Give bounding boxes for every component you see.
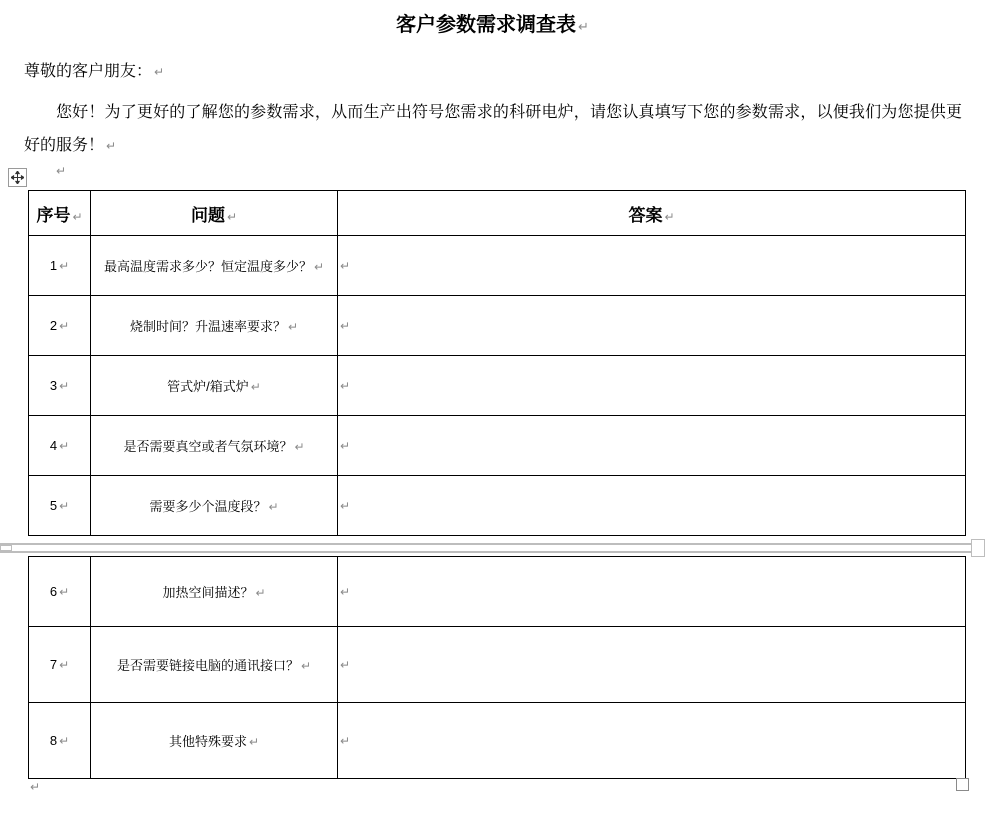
after-table-paragraph-mark: ↵ [30,780,41,794]
paragraph-mark: ↵ [340,379,351,393]
paragraph-mark: ↵ [255,586,266,600]
survey-table-page1 [28,190,966,536]
answer-cell[interactable] [338,627,966,703]
header-cell-question: 问题 ↵ [91,191,338,236]
table-row [29,627,966,703]
paragraph-mark: ↵ [340,439,351,453]
table-row [29,356,966,416]
question-cell[interactable]: 烧制时间？升温速率要求？ ↵ [91,296,338,356]
paragraph-mark: ↵ [340,585,351,599]
paragraph-mark: ↵ [578,19,589,34]
question-cell[interactable]: 是否需要真空或者气氛环境？ ↵ [91,416,338,476]
question-cell[interactable]: 管式炉/箱式炉 ↵ [91,356,338,416]
paragraph-mark: ↵ [300,659,312,673]
question-cell[interactable]: 需要多少个温度段？ ↵ [91,476,338,536]
row-number-cell[interactable]: 6 ↵ [29,557,91,627]
answer-cell[interactable] [338,236,966,296]
paragraph-mark: ↵ [59,379,70,393]
row-number-cell[interactable]: 8 ↵ [29,703,91,779]
row-number-cell[interactable]: 3 ↵ [29,356,91,416]
answer-cell[interactable] [338,416,966,476]
paragraph-mark: ↵ [154,65,165,79]
move-icon [11,171,24,184]
empty-paragraph-mark: ↵ [56,164,67,178]
paragraph-mark: ↵ [59,585,70,599]
row-number-cell[interactable]: 5 ↵ [29,476,91,536]
salutation-text: 尊敬的客户朋友： [24,63,153,80]
page-title-text: 客户参数需求调查表 [396,14,577,36]
paragraph-mark: ↵ [248,735,260,749]
table-row [29,557,966,627]
page-break-left-notch [0,545,12,551]
paragraph-mark: ↵ [250,380,261,394]
paragraph-mark: ↵ [226,209,238,224]
answer-cell[interactable] [338,557,966,627]
page-break-line-bottom [0,551,985,553]
paragraph-mark: ↵ [340,499,351,513]
answer-cell[interactable] [338,703,966,779]
row-number-cell[interactable]: 1 ↵ [29,236,91,296]
paragraph-mark: ↵ [287,320,299,334]
table-move-handle[interactable] [8,168,27,187]
table-row [29,296,966,356]
intro-text: 您好！为了更好的了解您的参数需求，从而生产出符号您需求的科研电炉，请您认真填写下您的参数需求，以便我们为您提供更好的服务！ [24,104,962,154]
page-break-line-top [0,543,985,545]
header-cell-no: 序号 ↵ [29,191,91,236]
table-row [29,476,966,536]
paragraph-mark: ↵ [268,500,279,514]
header-cell-answer: 答案 ↵ [338,191,966,236]
salutation-line [24,58,164,81]
intro-paragraph [24,96,962,163]
paragraph-mark: ↵ [59,658,70,672]
table-header-row [29,191,966,236]
paragraph-mark: ↵ [294,440,305,454]
page-title [0,8,985,37]
paragraph-mark: ↵ [59,734,70,748]
paragraph-mark: ↵ [664,209,675,224]
survey-table-page2 [28,556,966,779]
row-number-cell[interactable]: 7 ↵ [29,627,91,703]
paragraph-mark: ↵ [340,259,351,273]
question-cell[interactable]: 是否需要链接电脑的通讯接口？ ↵ [91,627,338,703]
table-resize-handle[interactable] [956,778,969,791]
paragraph-mark: ↵ [106,139,117,153]
question-cell[interactable]: 加热空间描述？ ↵ [91,557,338,627]
question-cell[interactable]: 最高温度需求多少？恒定温度多少？ ↵ [91,236,338,296]
paragraph-mark: ↵ [59,499,70,513]
answer-cell[interactable] [338,476,966,536]
row-number-cell[interactable]: 4 ↵ [29,416,91,476]
paragraph-mark: ↵ [313,260,325,274]
answer-cell[interactable] [338,356,966,416]
answer-cell[interactable] [338,296,966,356]
paragraph-mark: ↵ [72,209,83,224]
table-row [29,236,966,296]
paragraph-mark: ↵ [340,658,351,672]
paragraph-mark: ↵ [340,319,351,333]
page-break-right-notch [971,539,985,557]
paragraph-mark: ↵ [340,734,351,748]
row-number-cell[interactable]: 2 ↵ [29,296,91,356]
table-row [29,416,966,476]
question-cell[interactable]: 其他特殊要求 ↵ [91,703,338,779]
paragraph-mark: ↵ [59,439,70,453]
paragraph-mark: ↵ [59,319,70,333]
paragraph-mark: ↵ [59,259,70,273]
table-row [29,703,966,779]
